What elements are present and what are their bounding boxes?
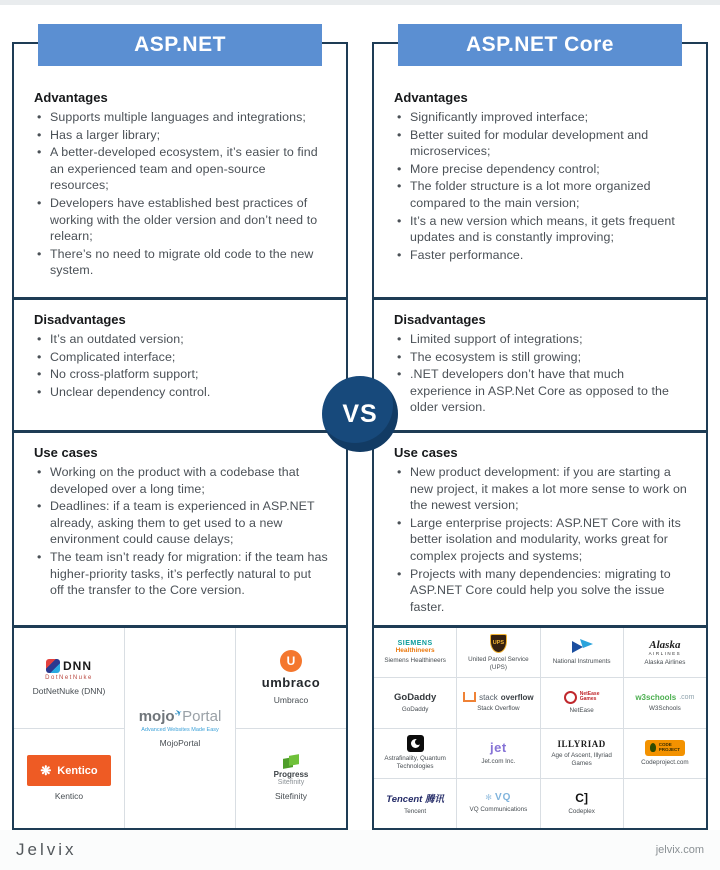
logo-cell-stackoverflow bbox=[457, 678, 539, 727]
bullet-item: • A better-developed ecosystem, it’s easier to find an experienced team and open-source resources; bbox=[37, 144, 328, 194]
logo-caption: Jet.com Inc. bbox=[481, 758, 516, 766]
bullet-item: • Developers have established best practices of working with the older version and don’t need to relearn; bbox=[37, 195, 328, 245]
mojoportal-tagline: Advanced Websites Made Easy bbox=[141, 727, 219, 733]
jet-logo-text: jet bbox=[490, 740, 507, 756]
section-heading: Advantages bbox=[394, 90, 468, 105]
illyriad-logo-text: ILLYRIAD bbox=[557, 738, 606, 749]
logo-cell-jet bbox=[457, 729, 539, 778]
codeproject-logo: CODE PROJECT bbox=[645, 740, 685, 756]
aspnetcore-usecases-section bbox=[374, 430, 706, 625]
bullet-item: • Deadlines: if a team is experienced in ASP.NET already, asking them to get used to a new environment could cause delays; bbox=[37, 498, 328, 548]
netease-swirl-icon bbox=[564, 691, 577, 704]
logo-cell-netease bbox=[541, 678, 623, 727]
disadvantages-list bbox=[34, 331, 328, 400]
bullet-item: • The folder structure is a lot more organized compared to the main version; bbox=[397, 178, 688, 211]
logo-cell-quantum-technologies bbox=[374, 729, 456, 778]
aspnet-logos-section bbox=[14, 625, 346, 828]
aspnetcore-logo-grid bbox=[374, 628, 706, 828]
aspnetcore-advantages-section bbox=[374, 44, 706, 297]
aspnet-usecases-section bbox=[14, 430, 346, 625]
ups-shield-icon: UPS bbox=[490, 634, 507, 653]
umbraco-icon: U bbox=[280, 650, 302, 672]
footer-url-link[interactable]: jelvix.com bbox=[655, 844, 704, 856]
ni-eagle-icon bbox=[570, 639, 594, 655]
vq-logo: ✻ VQ bbox=[485, 792, 512, 804]
bullet-item: • Projects with many dependencies: migrating to ASP.NET Core could help you solve the issue faster. bbox=[397, 566, 688, 616]
logo-caption: NetEase bbox=[569, 706, 594, 714]
bullet-item: • No cross-platform support; bbox=[37, 366, 328, 383]
logo-cell-godaddy bbox=[374, 678, 456, 727]
bullet-item: • The team isn’t ready for migration: if the team has higher-priority tasks, it’s perfectly natural to put off the transfer to the Core version. bbox=[37, 549, 328, 599]
logo-caption: Age of Ascent, Illyriad Games bbox=[551, 751, 612, 767]
jelvix-logo: Jelvix bbox=[16, 840, 77, 859]
bullet-item: • Faster performance. bbox=[397, 247, 688, 264]
dnn-logo-text: DNN bbox=[63, 659, 92, 674]
usecases-list bbox=[394, 464, 688, 615]
logo-caption: Kentico bbox=[54, 791, 84, 802]
bullet-item: • Better suited for modular development and microservices; bbox=[397, 127, 688, 160]
logo-cell-sitefinity bbox=[236, 729, 346, 829]
bullet-item: • Unclear dependency control. bbox=[37, 384, 328, 401]
alaska-logo-sub: AIRLINES bbox=[648, 650, 682, 656]
logo-caption: MojoPortal bbox=[159, 738, 201, 748]
progress-logo-text: Progress bbox=[273, 770, 309, 780]
stackoverflow-tray-icon bbox=[463, 692, 476, 702]
usecases-list bbox=[34, 464, 328, 599]
kentico-logo bbox=[27, 755, 110, 786]
dnn-icon bbox=[46, 659, 60, 673]
section-heading: Disadvantages bbox=[394, 312, 486, 327]
bullet-item: • Limited support of integrations; bbox=[397, 331, 688, 348]
logo-caption: United Parcel Service (UPS) bbox=[468, 655, 529, 671]
logo-caption: Astrafinality, Quantum Technologies bbox=[384, 755, 446, 771]
aspnet-column bbox=[12, 42, 348, 830]
logo-cell-codeproject bbox=[624, 729, 706, 778]
kentico-star-icon: ❋ bbox=[40, 763, 52, 779]
section-heading: Advantages bbox=[34, 90, 108, 105]
w3schools-logo: w3schools .com bbox=[635, 692, 695, 702]
bullet-item: • The ecosystem is still growing; bbox=[397, 349, 688, 366]
logo-cell-w3schools bbox=[624, 678, 706, 727]
codeproject-bug-icon bbox=[650, 743, 656, 752]
logo-cell-mojoportal bbox=[125, 628, 235, 828]
logo-caption: Alaska Airlines bbox=[644, 658, 686, 666]
siemens-healthineers-logo: SIEMENS Healthineers bbox=[395, 640, 435, 655]
bullet-item: • There’s no need to migrate old code to the new system. bbox=[37, 246, 328, 279]
umbraco-logo-text: umbraco bbox=[261, 675, 321, 691]
section-heading: Use cases bbox=[394, 445, 458, 460]
right-title-text: ASP.NET Core bbox=[466, 33, 614, 56]
bullet-item: • .NET developers don’t have that much experience in ASP.Net Core as opposed to the older version. bbox=[397, 366, 688, 416]
bullet-item: • Significantly improved interface; bbox=[397, 109, 688, 126]
alaska-logo-text: Alaska bbox=[649, 638, 681, 651]
paper-plane-icon: ✈ bbox=[172, 706, 184, 720]
dnn-logo bbox=[46, 659, 92, 673]
aspnetcore-logos-section bbox=[374, 625, 706, 828]
vs-badge bbox=[322, 376, 398, 452]
logo-cell-ups bbox=[457, 628, 539, 677]
logo-caption: Umbraco bbox=[273, 695, 309, 706]
section-heading: Disadvantages bbox=[34, 312, 126, 327]
bullet-item: • Has a larger library; bbox=[37, 127, 328, 144]
logo-cell-kentico bbox=[14, 729, 124, 829]
logo-caption: Sitefinity bbox=[274, 791, 308, 802]
bullet-item: • New product development: if you are starting a new project, it makes a lot more sense to work on the newest version; bbox=[397, 464, 688, 514]
vs-label: VS bbox=[342, 399, 378, 428]
left-column-title bbox=[38, 24, 322, 66]
logo-caption: Tencent bbox=[404, 807, 427, 815]
aspnet-logo-grid bbox=[14, 628, 346, 828]
bullet-item: • Working on the product with a codebase that developed over a long time; bbox=[37, 464, 328, 497]
vq-knot-icon: ✻ bbox=[485, 793, 492, 803]
footer bbox=[0, 830, 720, 870]
bullet-item: • Complicated interface; bbox=[37, 349, 328, 366]
aspnetcore-column bbox=[372, 42, 708, 830]
logo-cell-alaska bbox=[624, 628, 706, 677]
logo-caption: VQ Communications bbox=[469, 806, 528, 814]
left-title-text: ASP.NET bbox=[134, 33, 226, 56]
sitefinity-logo-text: Sitefinity bbox=[277, 779, 305, 787]
aspnet-disadvantages-section bbox=[14, 297, 346, 430]
dnn-logo-sub: DotNetNuke bbox=[45, 675, 93, 682]
logo-caption: Codeproject.com bbox=[641, 758, 689, 766]
advantages-list bbox=[34, 109, 328, 279]
aspnetcore-disadvantages-section bbox=[374, 297, 706, 430]
mojoportal-logo: mojo✈Portal bbox=[138, 706, 222, 725]
logo-cell-empty bbox=[624, 779, 706, 828]
logo-cell-umbraco bbox=[236, 628, 346, 728]
bullet-item: • It’s an outdated version; bbox=[37, 331, 328, 348]
logo-cell-vq bbox=[457, 779, 539, 828]
codeplex-logo-text: C] bbox=[575, 790, 588, 805]
stackoverflow-logo: stack overflow bbox=[463, 692, 534, 702]
sitefinity-cubes-icon bbox=[283, 755, 299, 768]
logo-cell-illyriad bbox=[541, 729, 623, 778]
logo-caption: GoDaddy bbox=[401, 705, 429, 713]
logo-caption: Codeplex bbox=[568, 807, 595, 815]
netease-logo: NetEase Games bbox=[564, 691, 600, 704]
logo-cell-siemens bbox=[374, 628, 456, 677]
tencent-logo-text: Tencent 腾讯 bbox=[386, 793, 444, 805]
logo-cell-codeplex bbox=[541, 779, 623, 828]
logo-caption: Stack Overflow bbox=[477, 705, 520, 713]
top-strip bbox=[0, 0, 720, 5]
bullet-item: • More precise dependency control; bbox=[397, 161, 688, 178]
logo-caption: Siemens Healthineers bbox=[384, 657, 446, 665]
section-heading: Use cases bbox=[34, 445, 98, 460]
right-column-title bbox=[398, 24, 682, 66]
logo-cell-national-instruments bbox=[541, 628, 623, 677]
disadvantages-list bbox=[394, 331, 688, 416]
logo-caption: W3Schools bbox=[648, 704, 681, 712]
logo-caption: DotNetNuke (DNN) bbox=[32, 686, 106, 697]
kentico-logo-text: Kentico bbox=[57, 764, 98, 777]
aspnet-advantages-section bbox=[14, 44, 346, 297]
godaddy-logo-text: GoDaddy bbox=[394, 691, 437, 703]
bullet-item: • Supports multiple languages and integrations; bbox=[37, 109, 328, 126]
advantages-list bbox=[394, 109, 688, 263]
bullet-item: • Large enterprise projects: ASP.NET Core with its better isolation and modularity, works great for complex projects and systems; bbox=[397, 515, 688, 565]
logo-caption: National Instruments bbox=[552, 658, 611, 666]
bullet-item: • It’s a new version which means, it gets frequent updates and is constantly improving; bbox=[397, 213, 688, 246]
eye-icon bbox=[407, 735, 424, 752]
logo-cell-dotnetnuke bbox=[14, 628, 124, 728]
logo-cell-tencent bbox=[374, 779, 456, 828]
